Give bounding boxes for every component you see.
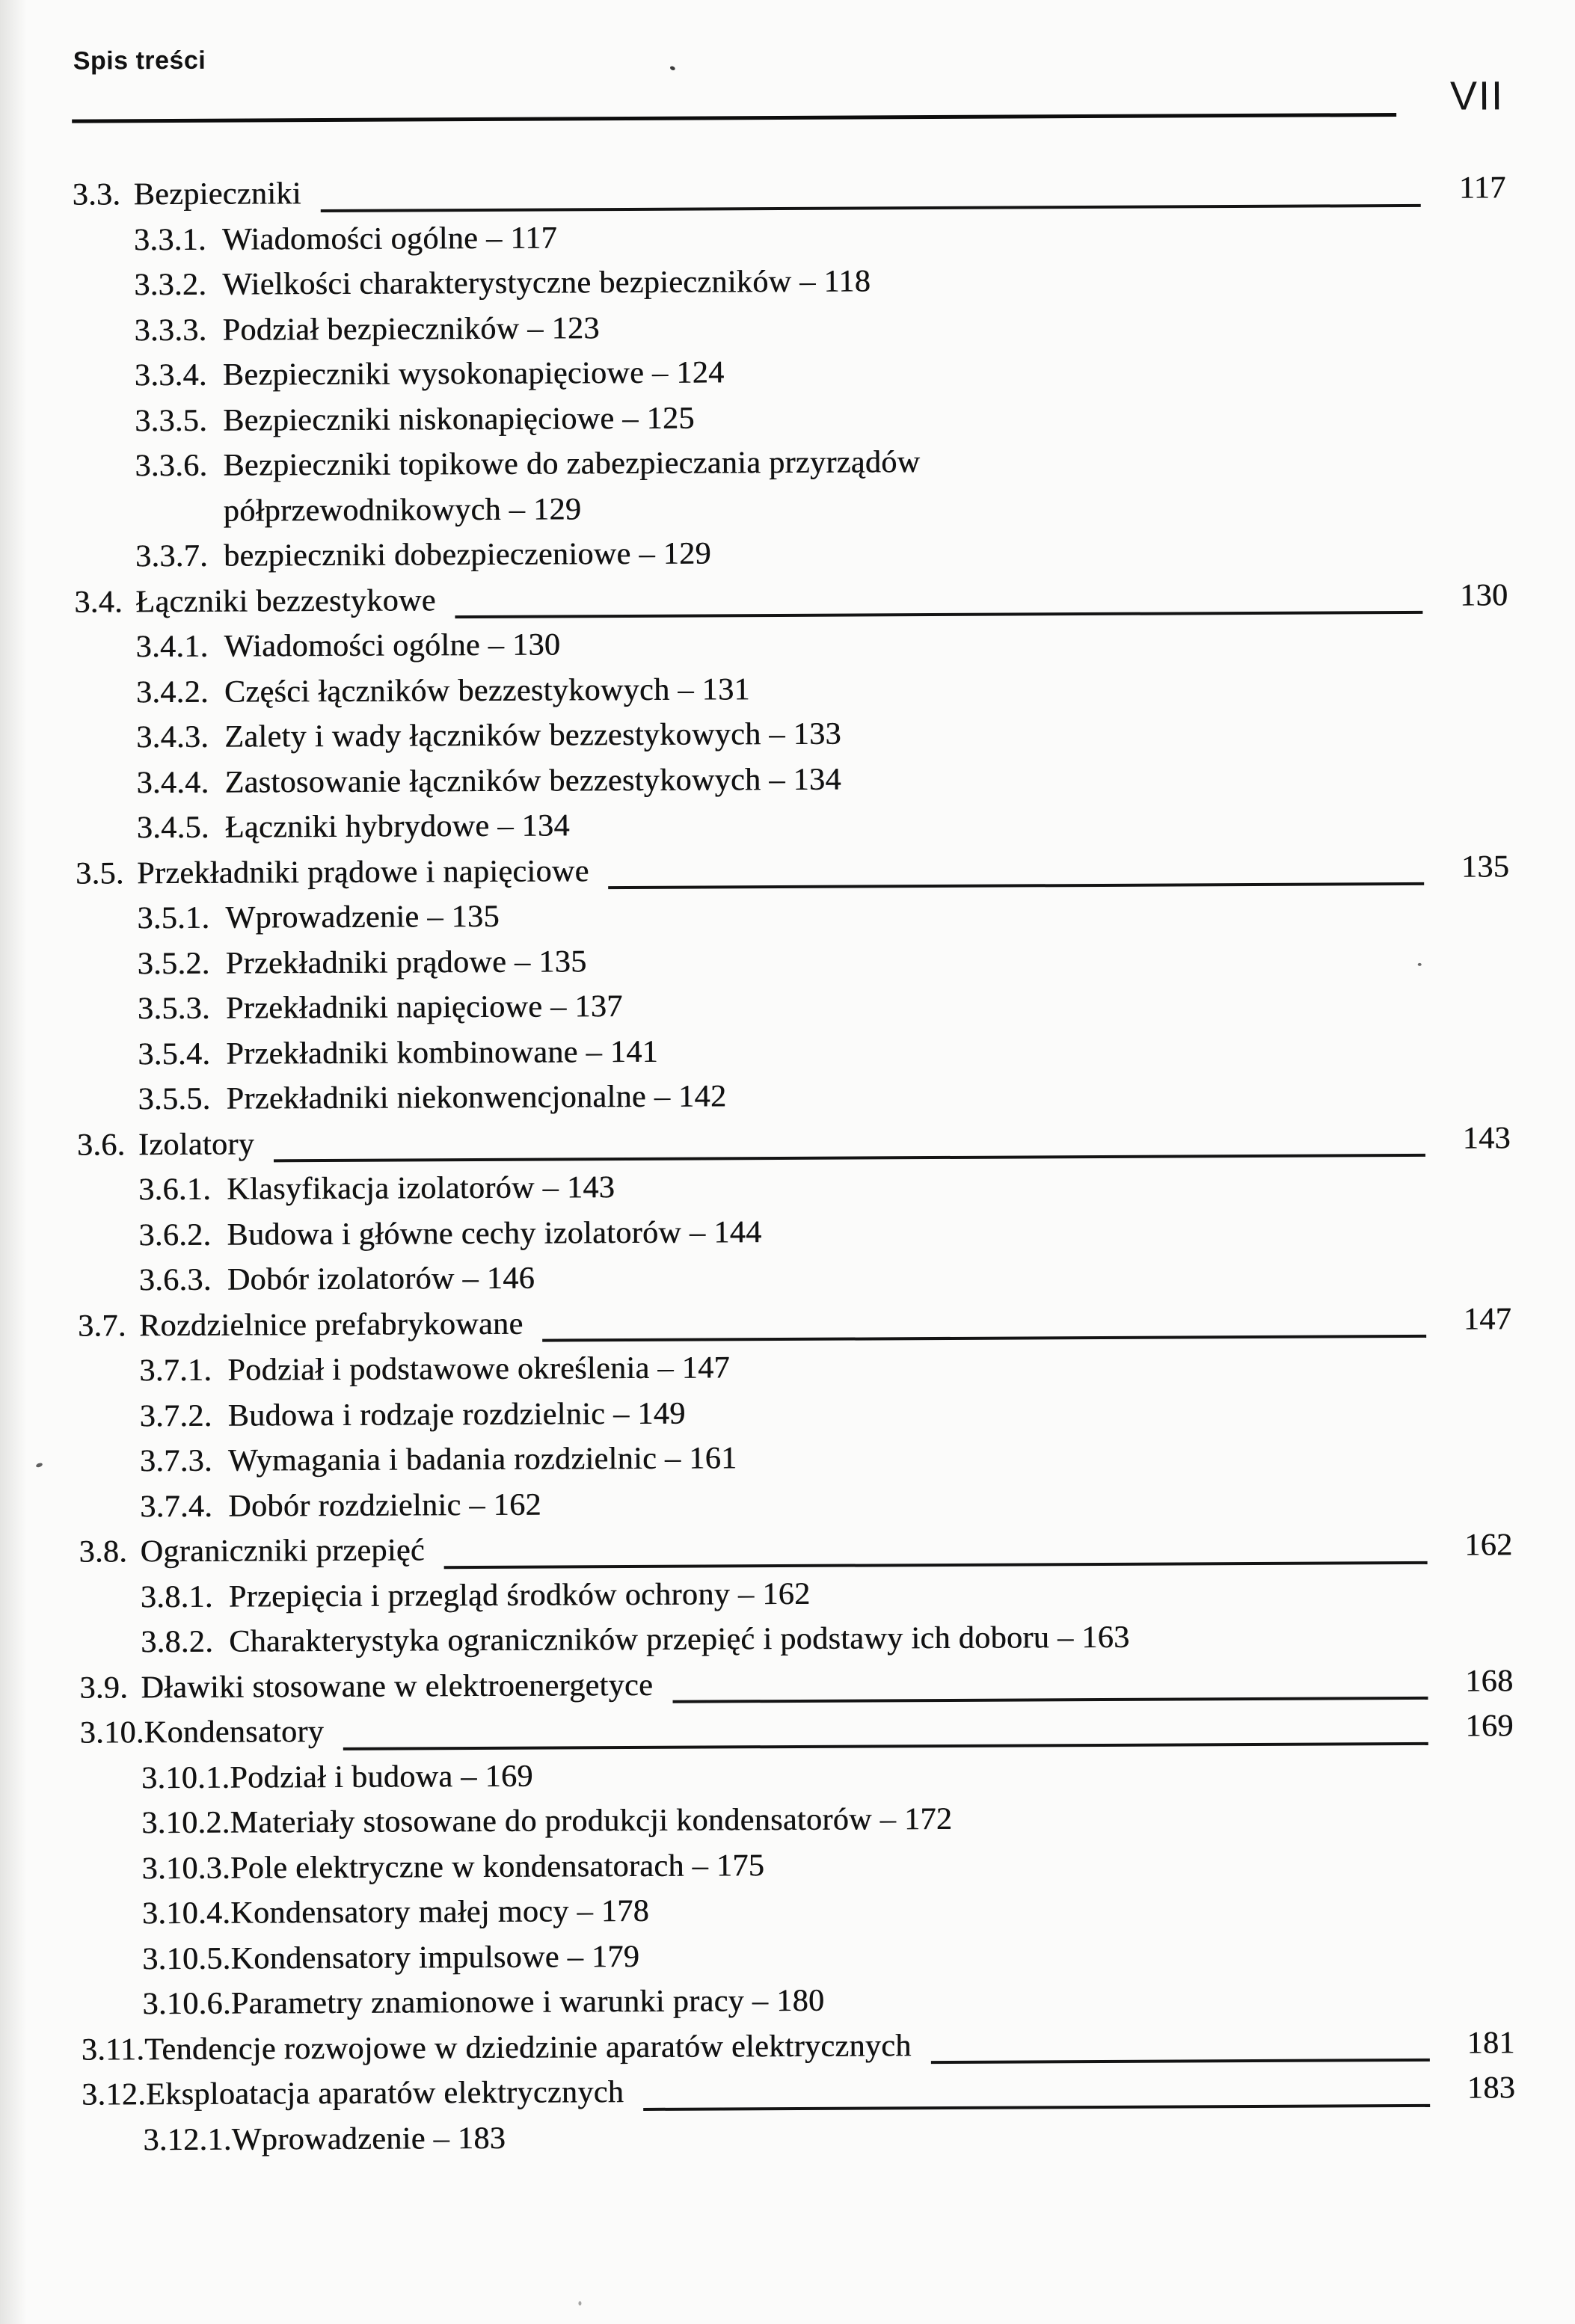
entry-title: Podział bezpieczników – 123 xyxy=(222,310,600,348)
entry-page: 143 xyxy=(1462,1120,1511,1156)
entry-title: Bezpieczniki niskonapięciowe – 125 xyxy=(223,401,695,438)
entry-number: 3.7.1. xyxy=(139,1353,212,1389)
toc-subentry xyxy=(80,1794,1514,1846)
entry-number: 3.10.2. xyxy=(141,1805,230,1841)
entry-title: Przekładniki kombinowane – 141 xyxy=(226,1034,659,1072)
entry-title: Wiadomości ogólne – 130 xyxy=(224,627,561,664)
page-header xyxy=(72,40,1506,136)
leader-line xyxy=(931,2059,1430,2064)
entry-title: Kondensatory małej mocy – 178 xyxy=(230,1893,650,1931)
entry-number: 3.7. xyxy=(77,1308,126,1344)
entry-number: 3.4. xyxy=(74,584,123,620)
entry-title: Kondensatory impulsowe – 179 xyxy=(230,1939,640,1976)
toc-entry xyxy=(79,1659,1513,1711)
entry-number: 3.3.5. xyxy=(135,403,208,438)
entry-title: Kondensatory xyxy=(144,1715,325,1750)
entry-number: 3.3.6. xyxy=(135,448,208,484)
entry-number: 3.12.1. xyxy=(143,2122,232,2157)
entry-number: 3.10. xyxy=(79,1715,144,1750)
toc-subentry xyxy=(80,1839,1514,1892)
entry-number: 3.7.4. xyxy=(140,1489,213,1524)
toc-subentry xyxy=(73,301,1506,354)
leader-line xyxy=(455,611,1423,618)
entry-title: Przekładniki prądowe – 135 xyxy=(225,944,587,981)
entry-number: 3.7.3. xyxy=(139,1443,212,1479)
entry-title: Eksploatacja aparatów elektrycznych xyxy=(145,2075,624,2112)
entry-title: Parametry znamionowe i warunki pracy – 180 xyxy=(230,1983,825,2021)
toc-subentry xyxy=(82,2111,1515,2163)
entry-title: Bezpieczniki wysokonapięciowe – 124 xyxy=(222,355,725,393)
leader-line xyxy=(321,203,1421,212)
folio-page-number: VII xyxy=(1449,73,1505,119)
entry-number: 3.5.2. xyxy=(137,946,210,981)
entry-number: 3.5. xyxy=(75,855,124,891)
toc-entry xyxy=(77,1116,1511,1168)
entry-number: 3.6. xyxy=(76,1127,126,1163)
entry-number-spacer xyxy=(135,520,224,521)
entry-title: Podział i budowa – 169 xyxy=(230,1759,533,1795)
entry-title: Izolatory xyxy=(138,1126,255,1162)
entry-title: Dobór izolatorów – 146 xyxy=(227,1261,535,1297)
table-of-contents xyxy=(73,165,1516,2162)
entry-title: Dobór rozdzielnic – 162 xyxy=(228,1487,541,1524)
leader-line xyxy=(672,1697,1428,1703)
entry-page: 168 xyxy=(1465,1663,1514,1699)
entry-title: Budowa i główne cechy izolatorów – 144 xyxy=(227,1214,762,1252)
toc-subentry xyxy=(81,1930,1514,1982)
entry-number: 3.12. xyxy=(81,2077,147,2112)
entry-title: Zastosowanie łączników bezzestykowych – 134 xyxy=(224,762,841,800)
entry-title: Bezpieczniki xyxy=(133,176,301,212)
entry-number: 3.6.1. xyxy=(138,1172,212,1208)
entry-title: Budowa i rodzaje rozdzielnic – 149 xyxy=(227,1396,686,1433)
toc-subentry xyxy=(73,437,1507,489)
leader-line xyxy=(643,2103,1430,2110)
entry-page: 162 xyxy=(1464,1528,1513,1563)
toc-subentry-continuation xyxy=(74,482,1508,535)
toc-subentry xyxy=(80,1749,1514,1801)
entry-title: Charakterystyka ograniczników przepięć i podstawy ich doboru – 163 xyxy=(229,1620,1130,1659)
toc-entry xyxy=(76,844,1509,897)
toc-subentry xyxy=(81,1884,1514,1937)
entry-title: Wymagania i badania rozdzielnic – 161 xyxy=(227,1441,737,1478)
entry-number: 3.5.3. xyxy=(137,991,211,1027)
entry-title: Klasyfikacja izolatorów – 143 xyxy=(227,1170,615,1207)
entry-number: 3.8.1. xyxy=(140,1579,213,1614)
leader-line xyxy=(543,1335,1427,1342)
toc-subentry xyxy=(76,799,1509,851)
entry-title: Bezpieczniki topikowe do zabezpieczania przyrządów xyxy=(223,445,921,483)
entry-number: 3.11. xyxy=(81,2032,145,2068)
entry-title: Przekładniki niekonwencjonalne – 142 xyxy=(226,1079,727,1116)
entry-title: Łączniki hybrydowe – 134 xyxy=(224,808,570,845)
toc-subentry xyxy=(76,1025,1510,1078)
leader-line xyxy=(343,1742,1428,1750)
toc-subentry xyxy=(76,1070,1510,1122)
entry-title: Wprowadzenie – 183 xyxy=(231,2121,506,2157)
entry-number: 3.10.4. xyxy=(141,1896,231,1931)
toc-subentry xyxy=(73,392,1507,444)
entry-page: 147 xyxy=(1463,1301,1512,1337)
toc-subentry xyxy=(81,1975,1514,2027)
entry-number: 3.10.6. xyxy=(142,1986,231,2022)
leader-line xyxy=(444,1561,1428,1568)
entry-page: 169 xyxy=(1465,1709,1514,1744)
toc-subentry xyxy=(74,527,1508,580)
toc-entry xyxy=(74,573,1508,625)
entry-number: 3.10.1. xyxy=(141,1760,230,1795)
toc-entry xyxy=(80,1703,1514,1756)
entry-title: Przekładniki prądowe i napięciowe xyxy=(136,853,589,891)
entry-page: 117 xyxy=(1458,170,1506,206)
toc-subentry xyxy=(76,980,1510,1032)
entry-number: 3.8. xyxy=(79,1534,128,1570)
scan-speck xyxy=(578,2301,581,2305)
toc-entry xyxy=(82,2065,1515,2118)
entry-title: Przekładniki napięciowe – 137 xyxy=(225,989,623,1026)
entry-title: Łączniki bezzestykowe xyxy=(135,582,436,619)
toc-subentry xyxy=(76,935,1510,987)
toc-subentry xyxy=(79,1387,1512,1439)
toc-subentry xyxy=(78,1251,1511,1303)
toc-subentry xyxy=(79,1478,1512,1530)
toc-subentry xyxy=(74,618,1508,670)
scan-speck xyxy=(35,1462,43,1468)
entry-number: 3.6.3. xyxy=(138,1262,212,1298)
scan-speck xyxy=(1418,963,1422,966)
entry-page: 135 xyxy=(1461,849,1510,885)
entry-number: 3.5.4. xyxy=(138,1036,211,1072)
entry-number: 3.4.1. xyxy=(135,629,209,665)
header-rule xyxy=(72,113,1396,123)
entry-title: Podział i podstawowe określenia – 147 xyxy=(227,1350,730,1388)
entry-number: 3.7.2. xyxy=(139,1398,212,1433)
toc-subentry xyxy=(79,1613,1513,1665)
entry-title: Zalety i wady łączników bezzestykowych – 133 xyxy=(224,716,841,754)
entry-number: 3.3.2. xyxy=(134,267,207,303)
entry-number: 3.3. xyxy=(72,177,121,212)
leader-line xyxy=(274,1154,1425,1163)
entry-title: Wprowadzenie – 135 xyxy=(225,899,500,935)
toc-subentry xyxy=(75,754,1508,806)
entry-title: Wiadomości ogólne – 117 xyxy=(221,220,558,257)
toc-entry xyxy=(73,165,1506,218)
entry-number: 3.4.2. xyxy=(135,674,209,710)
entry-number: 3.4.5. xyxy=(136,810,209,846)
entry-title: Materiały stosowane do produkcji kondensatorów – 172 xyxy=(230,1801,953,1840)
toc-subentry xyxy=(77,1161,1511,1213)
entry-number: 3.10.3. xyxy=(141,1851,231,1886)
entry-number: 3.3.7. xyxy=(135,538,209,574)
toc-entry xyxy=(78,1297,1511,1349)
entry-number: 3.5.1. xyxy=(137,900,210,936)
entry-number: 3.3.1. xyxy=(133,222,206,257)
running-head-title: Spis treści xyxy=(73,46,206,76)
entry-number: 3.3.3. xyxy=(134,313,207,348)
entry-number: 3.3.4. xyxy=(134,357,207,393)
leader-line xyxy=(609,882,1425,889)
entry-title: Części łączników bezzestykowych – 131 xyxy=(224,671,750,710)
toc-subentry xyxy=(73,256,1506,308)
entry-title: bezpieczniki dobezpieczeniowe – 129 xyxy=(223,536,712,574)
entry-number: 3.10.5. xyxy=(142,1941,231,1976)
entry-title: półprzewodnikowych – 129 xyxy=(223,491,582,529)
toc-subentry xyxy=(77,1206,1511,1258)
toc-subentry xyxy=(75,663,1508,716)
toc-entry xyxy=(82,2020,1515,2073)
entry-number: 3.4.3. xyxy=(136,719,209,755)
toc-subentry xyxy=(73,346,1507,399)
entry-number: 3.9. xyxy=(79,1670,129,1706)
entry-title: Przepięcia i przegląd środków ochrony – 162 xyxy=(228,1576,811,1614)
entry-page: 181 xyxy=(1467,2025,1515,2061)
entry-number: 3.6.2. xyxy=(138,1217,212,1252)
toc-subentry xyxy=(79,1432,1512,1484)
toc-subentry xyxy=(73,211,1506,263)
entry-title: Pole elektryczne w kondensatorach – 175 xyxy=(230,1848,765,1886)
entry-number: 3.4.4. xyxy=(136,765,209,800)
toc-entry xyxy=(79,1522,1512,1575)
entry-title: Ograniczniki przepięć xyxy=(140,1533,426,1570)
entry-page: 130 xyxy=(1459,577,1508,613)
entry-page: 183 xyxy=(1467,2071,1516,2106)
toc-subentry xyxy=(79,1568,1513,1620)
entry-number: 3.8.2. xyxy=(141,1624,214,1660)
entry-title: Wielkości charakterystyczne bezpieczników – 118 xyxy=(222,264,871,302)
toc-subentry xyxy=(78,1341,1511,1394)
entry-number: 3.5.5. xyxy=(138,1081,211,1117)
entry-title: Dławiki stosowane w elektroenergetyce xyxy=(141,1667,654,1705)
toc-subentry xyxy=(76,889,1509,941)
entry-title: Tendencje rozwojowe w dziedzinie aparatów elektrycznych xyxy=(144,2028,912,2067)
toc-subentry xyxy=(75,708,1508,760)
entry-title: Rozdzielnice prefabrykowane xyxy=(138,1306,524,1343)
